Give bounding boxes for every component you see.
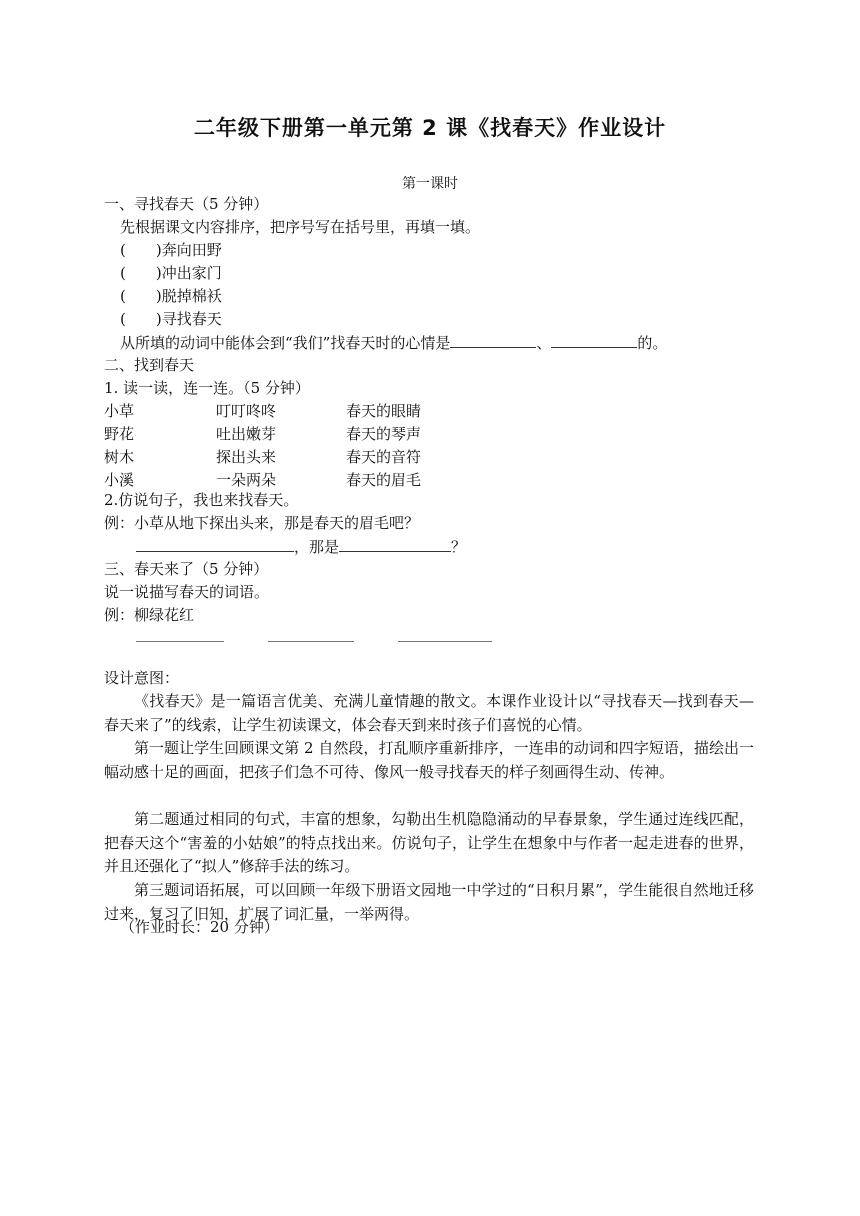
- question-1-label: 1. 读一读，连一连。（5 分钟）: [104, 379, 310, 397]
- match-right-item: 春天的音符: [346, 448, 422, 466]
- document-title: 二年级下册第一单元第 2 课《找春天》作业设计: [193, 116, 667, 140]
- section3-instruction: 说一说描写春天的词语。: [104, 583, 270, 601]
- fill-blank-2[interactable]: [339, 535, 451, 552]
- fill-sentence: [136, 535, 466, 559]
- word-blank-1[interactable]: [136, 641, 224, 642]
- design-paragraph-2: 第一题让学生回顾课文第 2 自然段，打乱顺序重新排序，一连串的动词和四字短语，描绘出一幅动感十足的画面，把孩子们急不可待、像风一般寻找春天的样子刻画得生动、传神。: [104, 739, 754, 781]
- word-blank-3[interactable]: [398, 641, 492, 642]
- feeling-sentence: [120, 331, 667, 355]
- match-left-item: 树木: [104, 448, 135, 466]
- word-blank-2[interactable]: [268, 641, 354, 642]
- design-paragraph-1: 《找春天》是一篇语言优美、充满儿童情趣的散文。本课作业设计以“寻找春天—找到春天—春天来了”的线索，让学生初读课文，体会春天到来时孩子们喜悦的心情。: [104, 692, 754, 734]
- match-right-item: 春天的眉毛: [346, 471, 422, 489]
- match-right-item: 春天的眼睛: [346, 402, 422, 420]
- design-paragraph-3: 第二题通过相同的句式，丰富的想象，勾勒出生机隐隐涌动的早春景象，学生通过连线匹配，把春天这个“害羞的小姑娘”的特点找出来。仿说句子，让学生在想象中与作者一起走进春的世界，并且还强化了“拟人”修辞手法的练习。: [104, 810, 754, 875]
- example-sentence: 例：小草从地下探出头来，那是春天的眉毛吧？: [104, 514, 420, 532]
- section1-heading: 一、寻找春天（5 分钟）: [104, 195, 269, 213]
- fill-middle-text: ，那是: [294, 538, 340, 556]
- order-item-1: ( )奔向田野: [120, 241, 222, 259]
- match-middle-item: 探出头来: [216, 448, 277, 466]
- match-middle-item: 叮叮咚咚: [216, 402, 277, 420]
- match-left-column: [104, 400, 134, 492]
- fill-end-text: ？: [451, 538, 467, 556]
- match-right-item: 春天的琴声: [346, 425, 422, 443]
- question-2-label: 2.仿说句子，我也来找春天。: [104, 491, 299, 509]
- match-middle-item: 一朵两朵: [216, 471, 277, 489]
- match-left-item: 小溪: [104, 471, 135, 489]
- match-left-item: 小草: [104, 402, 135, 420]
- feeling-blank-2[interactable]: [551, 331, 637, 348]
- section1-instruction: 先根据课文内容排序，把序号写在括号里，再填一填。: [120, 218, 481, 236]
- section3-example: 例：柳绿花红: [104, 606, 195, 624]
- feeling-suffix: 的。: [637, 334, 668, 352]
- feeling-prefix: 从所填的动词中能体会到“我们”找春天时的心情是: [120, 334, 451, 352]
- homework-duration: （作业时长：20 分钟）: [120, 918, 279, 936]
- match-middle-item: 吐出嫩芽: [216, 425, 277, 443]
- match-left-item: 野花: [104, 425, 135, 443]
- section3-heading: 三、春天来了（5 分钟）: [104, 560, 269, 578]
- design-heading: 设计意图：: [104, 669, 180, 687]
- design-paragraph-4: 第三题词语拓展，可以回顾一年级下册语文园地一中学过的“日积月累”，学生能很自然地迁移过来，复习了旧知，扩展了词汇量，一举两得。: [104, 881, 754, 923]
- feeling-separator: 、: [536, 334, 552, 352]
- order-item-3: ( )脱掉棉袄: [120, 287, 222, 305]
- feeling-blank-1[interactable]: [450, 331, 536, 348]
- fill-blank-1[interactable]: [136, 535, 294, 552]
- match-right-column: [346, 400, 421, 492]
- lesson-label: 第一课时: [402, 176, 458, 192]
- order-item-4: ( )寻找春天: [120, 310, 222, 328]
- section2-heading: 二、找到春天: [104, 356, 195, 374]
- order-item-2: ( )冲出家门: [120, 264, 222, 282]
- match-middle-column: [216, 400, 276, 492]
